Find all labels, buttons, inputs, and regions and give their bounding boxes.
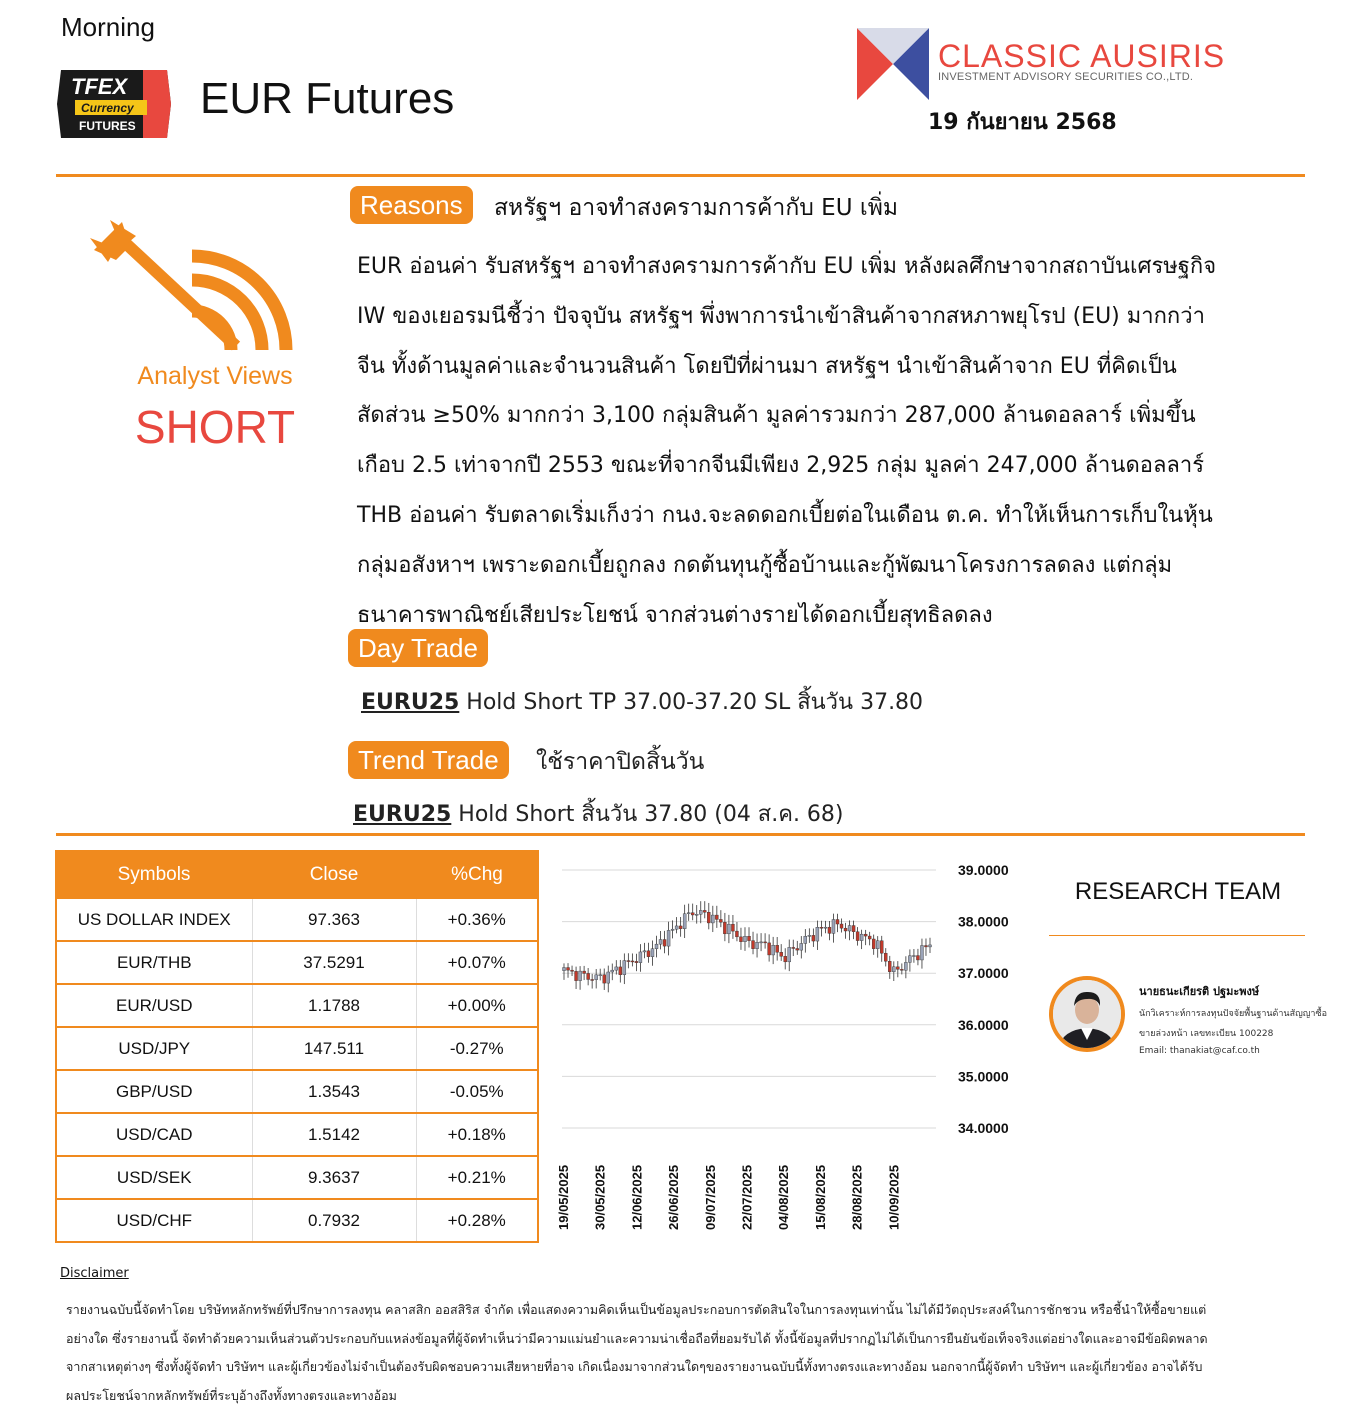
eurthb-price-chart (548, 852, 1028, 1242)
candle-body (563, 968, 566, 971)
column-header-close: Close (252, 851, 416, 898)
candle-body (844, 928, 847, 931)
candle-body (896, 967, 899, 970)
trend-trade-badge: Trend Trade (348, 741, 509, 779)
candle-body (804, 936, 807, 943)
candle-body (607, 972, 610, 983)
candle-body (711, 915, 714, 923)
candle-body (739, 937, 742, 942)
candle-body (679, 926, 682, 929)
candle-body (687, 913, 690, 914)
candle-body (876, 941, 879, 949)
candle-body (924, 946, 927, 947)
candle-body (599, 975, 602, 976)
candle-body (663, 940, 666, 947)
close-cell: 147.511 (252, 1027, 416, 1070)
close-cell: 1.1788 (252, 984, 416, 1027)
analyst-avatar (1047, 974, 1127, 1054)
tfex-logo-text: TFEX (71, 74, 128, 99)
analyst-views-label: Analyst Views (137, 362, 293, 390)
chg-cell: -0.05% (416, 1070, 538, 1113)
y-tick-label: 38.0000 (958, 913, 1009, 930)
y-tick-label: 34.0000 (958, 1120, 1009, 1136)
reasons-line: IW ของเยอรมนีชี้ว่า ปัจจุบัน สหรัฐฯ พึ่งพาการนำเข้าสินค้าจากสหภาพยุโรป (EU) มากกว่า (357, 303, 1205, 329)
candle-body (848, 926, 851, 931)
analyst-email: Email: thanakiat@caf.co.th (1139, 1046, 1260, 1056)
symbol-cell: GBP/USD (56, 1070, 252, 1113)
candle-body (784, 956, 787, 962)
candle-body (800, 943, 803, 950)
table-row (56, 941, 538, 984)
candle-body (583, 971, 586, 973)
chg-cell: +0.18% (416, 1113, 538, 1156)
symbol-cell: USD/JPY (56, 1027, 252, 1070)
candle-body (828, 927, 831, 933)
candle-body (792, 947, 795, 948)
x-tick-label: 10/09/2025 (886, 1164, 902, 1230)
candle-body (780, 952, 783, 956)
table-header-row (56, 851, 538, 898)
candle-body (707, 912, 710, 923)
table-row (56, 984, 538, 1027)
candle-body (816, 927, 819, 941)
candle-body (575, 971, 578, 980)
x-tick-label: 09/07/2025 (702, 1164, 718, 1230)
candle-body (916, 956, 919, 960)
position-call: SHORT (134, 401, 296, 453)
candle-body (892, 967, 895, 972)
candle-body (920, 946, 923, 960)
day-trade-badge: Day Trade (348, 629, 488, 667)
candle-body (820, 927, 823, 928)
candle-body (651, 949, 654, 957)
day-trade-symbol: EURU25 (361, 690, 460, 715)
x-tick-label: 12/06/2025 (629, 1164, 645, 1230)
disclaimer-line: ผลประโยชน์จากหลักทรัพย์ที่ระบุอ้างถึงทั้งทางตรงและทางอ้อม (66, 1387, 397, 1403)
target-arrow-icon (86, 214, 300, 364)
candle-body (655, 944, 658, 949)
candle-body (579, 971, 582, 981)
candle-body (659, 940, 662, 945)
candle-body (639, 952, 642, 963)
y-tick-label: 36.0000 (958, 1016, 1009, 1033)
page-title: EUR Futures (200, 74, 455, 123)
candle-body (764, 942, 767, 943)
candle-body (912, 956, 915, 957)
candle-body (743, 936, 746, 941)
symbol-cell: USD/CHF (56, 1199, 252, 1242)
candle-body (603, 975, 606, 983)
column-header-chg: %Chg (416, 851, 538, 898)
close-cell: 97.363 (252, 898, 416, 941)
x-tick-label: 04/08/2025 (776, 1164, 792, 1230)
candle-body (760, 942, 763, 943)
candle-body (772, 945, 775, 955)
candle-body (699, 910, 702, 914)
candle-body (872, 939, 875, 949)
table-row (56, 1199, 538, 1242)
tfex-currency-futures-logo (55, 68, 173, 140)
analyst-role: นักวิเคราะห์การลงทุนปัจจัยพื้นฐานด้านสัญญาซื้อ (1139, 1009, 1327, 1019)
candle-body (812, 935, 815, 941)
trend-trade-line (353, 796, 844, 831)
candle-body (627, 961, 630, 962)
candle-body (719, 919, 722, 922)
table-row (56, 1027, 538, 1070)
research-team-divider (1049, 935, 1305, 936)
candle-body (840, 924, 843, 928)
candle-body (748, 936, 751, 940)
candle-body (695, 914, 698, 915)
candle-body (864, 934, 867, 936)
market-table (55, 850, 539, 1243)
candle-body (615, 967, 618, 970)
candle-body (735, 931, 738, 937)
candle-body (900, 969, 903, 970)
close-cell: 9.3637 (252, 1156, 416, 1199)
reasons-line: สัดส่วน ≥50% มากกว่า 3,100 กลุ่มสินค้า มูลค่ารวมกว่า 287,000 ล้านดอลลาร์ เพิ่มขึ้น (357, 403, 1196, 429)
candle-body (571, 970, 574, 971)
candle-body (852, 926, 855, 932)
y-tick-label: 35.0000 (958, 1068, 1009, 1085)
section-divider (56, 833, 1305, 836)
candle-body (567, 968, 570, 971)
x-tick-label: 15/08/2025 (812, 1164, 828, 1230)
candle-body (671, 929, 674, 930)
research-team-title: RESEARCH TEAM (1074, 878, 1282, 905)
candle-body (908, 956, 911, 963)
candle-body (595, 975, 598, 980)
candle-body (856, 932, 859, 941)
x-tick-label: 30/05/2025 (592, 1164, 608, 1230)
candle-body (788, 947, 791, 961)
trend-trade-action: Hold Short สิ้นวัน 37.80 (04 ส.ค. 68) (451, 802, 844, 827)
candle-body (643, 951, 646, 952)
candle-body (619, 967, 622, 975)
analyst-license: ขายล่วงหน้า เลขทะเบียน 100228 (1139, 1029, 1274, 1039)
close-cell: 1.3543 (252, 1070, 416, 1113)
day-trade-line (361, 684, 923, 719)
chg-cell: +0.28% (416, 1199, 538, 1242)
futures-logo-text: FUTURES (79, 119, 136, 133)
candle-body (703, 910, 706, 912)
x-tick-label: 19/05/2025 (556, 1164, 571, 1230)
close-cell: 0.7932 (252, 1199, 416, 1242)
candle-body (691, 913, 694, 915)
trend-trade-symbol: EURU25 (353, 802, 452, 827)
reasons-line: ธนาคารพาณิชย์เสียประโยชน์ จากส่วนต่างรายได้ดอกเบี้ยสุทธิลดลง (357, 602, 993, 628)
candle-body (667, 930, 670, 946)
brand-logo-mark (857, 28, 929, 100)
column-header-symbols: Symbols (56, 851, 252, 898)
reasons-line: THB อ่อนค่า รับตลาดเริ่มเก็งว่า กนง.จะลดดอกเบี้ยต่อในเดือน ต.ค. ทำให้เห็นการเก็บในหุ้น (357, 502, 1213, 528)
candle-body (591, 979, 594, 980)
candle-body (635, 961, 638, 962)
candle-body (727, 924, 730, 934)
y-tick-label: 39.0000 (958, 862, 1009, 878)
reasons-line: EUR อ่อนค่า รับสหรัฐฯ อาจทำสงครามการค้ากับ EU เพิ่ม หลังผลศึกษาจากสถาบันเศรษฐกิจ (357, 254, 1217, 279)
candle-body (756, 942, 759, 948)
table-row (56, 1070, 538, 1113)
edition-label: Morning (61, 12, 155, 42)
chg-cell: +0.00% (416, 984, 538, 1027)
trend-trade-note: ใช้ราคาปิดสิ้นวัน (536, 749, 705, 775)
disclaimer-line: จากสาเหตุต่างๆ ซึ่งทั้งผู้จัดทำ บริษัทฯ และผู้เกี่ยวข้องไม่จำเป็นต้องรับผิดชอบความเสียหายที่อาจ เกิดเนื่องมาจากส่วนใดๆของรายงานฉบับนี้ทั้งทางตรงและทางอ้อม นอกจากนี้ผู้จัดทำ บริษัทฯ และผู้เกี่ยวข้อง อาจได้รับ (66, 1359, 1203, 1374)
candle-body (723, 922, 726, 934)
table-row (56, 1113, 538, 1156)
disclaimer-line: อย่างใด ซึ่งรายงานนี้ จัดทำด้วยความเห็นส่วนตัวประกอบกับแหล่งข้อมูลที่ผู้จัดทำเห็นว่ามีความแม่นยำและความน่าเชื่อถือที่ยอมรับได้ ทั้งนี้ข้อมูลที่ปรากฏไม่ได้เป็นการยืนยันข้อเท็จจริงแต่อย่างใดและอาจมีข้อผิดพลาด (66, 1330, 1208, 1346)
currency-logo-text: Currency (81, 101, 134, 115)
reasons-line: เกือบ 2.5 เท่าจากปี 2553 ขณะที่จากจีนมีเพียง 2,925 กลุ่ม มูลค่า 247,000 ล้านดอลลาร์ (357, 453, 1205, 479)
table-row (56, 1156, 538, 1199)
chg-cell: -0.27% (416, 1027, 538, 1070)
candle-body (796, 948, 799, 950)
symbol-cell: USD/CAD (56, 1113, 252, 1156)
candle-body (752, 941, 755, 949)
candle-body (776, 945, 779, 952)
reasons-badge: Reasons (350, 186, 473, 224)
candle-body (715, 915, 718, 919)
disclaimer-line: รายงานฉบับนี้จัดทำโดย บริษัทหลักทรัพย์ที่ปรึกษาการลงทุน คลาสสิก ออสสิริส จำกัด เพื่อแสดงความคิดเห็นเป็นข้อมูลประกอบการตัดสินใจในการลงทุนเท่านั้น ไม่ได้มีวัตถุประสงค์ในการชักชวน หรือชี้นำให้ซื้อขายแต่ (66, 1302, 1207, 1317)
reasons-line: จีน ทั้งด้านมูลค่าและจำนวนสินค้า โดยปีที่ผ่านมา สหรัฐฯ นำเข้าสินค้าจาก EU ที่คิดเป็น (357, 353, 1177, 379)
symbol-cell: USD/SEK (56, 1156, 252, 1199)
brand-name: CLASSIC AUSIRIS (938, 38, 1226, 74)
candle-body (675, 926, 678, 929)
candle-body (631, 961, 634, 962)
x-tick-label: 22/07/2025 (739, 1164, 755, 1230)
disclaimer-text (66, 1296, 1316, 1410)
candle-body (904, 962, 907, 970)
candle-body (683, 914, 686, 929)
x-tick-label: 28/08/2025 (849, 1164, 865, 1230)
table-row (56, 898, 538, 941)
candle-body (860, 934, 863, 940)
candle-body (611, 970, 614, 972)
analyst-name: นายธนะเกียรติ ปฐมะพงษ์ (1139, 985, 1260, 998)
candle-body (623, 961, 626, 975)
report-date: 19 กันยายน 2568 (928, 110, 1117, 135)
close-cell: 37.5291 (252, 941, 416, 984)
reasons-line: กลุ่มอสังหาฯ เพราะดอกเบี้ยถูกลง กดต้นทุนกู้ซื้อบ้านและกู้พัฒนาโครงการลดลง แต่กลุ่ม (357, 552, 1173, 578)
reasons-headline: สหรัฐฯ อาจทำสงครามการค้ากับ EU เพิ่ม (494, 195, 899, 221)
candle-body (768, 943, 771, 955)
symbol-cell: US DOLLAR INDEX (56, 898, 252, 941)
candle-body (731, 924, 734, 931)
brand-subtitle: INVESTMENT ADVISORY SECURITIES CO.,LTD. (938, 71, 1194, 83)
chg-cell: +0.07% (416, 941, 538, 984)
close-cell: 1.5142 (252, 1113, 416, 1156)
candle-body (929, 945, 932, 947)
header-divider (56, 174, 1305, 177)
reasons-paragraph (357, 242, 1307, 640)
y-tick-label: 37.0000 (958, 965, 1009, 982)
x-tick-label: 26/06/2025 (666, 1164, 682, 1230)
day-trade-action: Hold Short TP 37.00-37.20 SL สิ้นวัน 37.80 (459, 690, 924, 715)
chg-cell: +0.21% (416, 1156, 538, 1199)
disclaimer-title: Disclaimer (60, 1266, 129, 1281)
candle-body (836, 920, 839, 925)
candle-body (587, 973, 590, 979)
symbol-cell: EUR/THB (56, 941, 252, 984)
candle-body (880, 941, 883, 953)
chg-cell: +0.36% (416, 898, 538, 941)
candle-body (824, 927, 827, 928)
candle-body (884, 953, 887, 961)
candle-body (832, 920, 835, 934)
symbol-cell: EUR/USD (56, 984, 252, 1027)
candle-body (888, 961, 891, 972)
candle-body (868, 936, 871, 939)
candle-body (808, 935, 811, 936)
candle-body (647, 951, 650, 957)
